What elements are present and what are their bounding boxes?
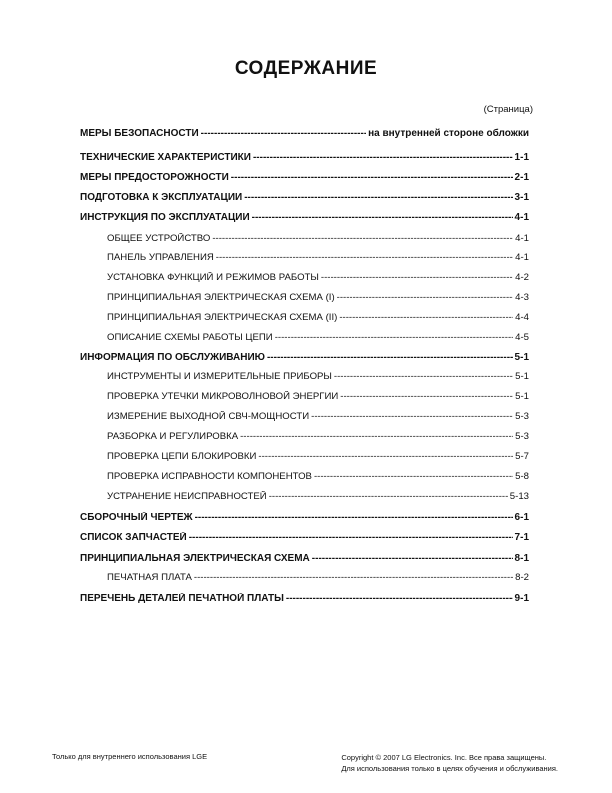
toc-leader (240, 431, 513, 442)
toc-label: МЕРЫ ПРЕДОСТОРОЖНОСТИ (80, 172, 229, 183)
toc-leader (275, 332, 513, 343)
toc-label: СБОРОЧНЫЙ ЧЕРТЕЖ (80, 512, 193, 523)
toc-page-number: 1-1 (514, 152, 529, 163)
toc-label: ПРИНЦИПИАЛЬНАЯ ЭЛЕКТРИЧЕСКАЯ СХЕМА (II) (107, 312, 338, 323)
toc-leader (314, 471, 513, 482)
toc-label: ПРИНЦИПИАЛЬНАЯ ЭЛЕКТРИЧЕСКАЯ СХЕМА (80, 553, 310, 564)
toc-subsection (80, 572, 529, 586)
toc-page-number: 9-1 (514, 593, 529, 604)
toc-page-number: 5-13 (509, 491, 529, 502)
toc-page-number: 5-1 (514, 352, 529, 363)
toc-subsection (80, 332, 529, 346)
toc-subsection (80, 252, 529, 266)
toc-label: МЕРЫ БЕЗОПАСНОСТИ (80, 128, 199, 139)
toc-subsection (80, 411, 529, 425)
toc-label: ИНФОРМАЦИЯ ПО ОБСЛУЖИВАНИЮ (80, 352, 265, 363)
toc-leader (337, 292, 513, 303)
toc-section (80, 553, 529, 567)
toc-page-number: 8-1 (514, 553, 529, 564)
toc-section (80, 512, 529, 526)
toc-leader (194, 572, 513, 583)
toc-page-number: 3-1 (514, 192, 529, 203)
toc-label: ПРОВЕРКА ЦЕПИ БЛОКИРОВКИ (107, 451, 257, 462)
toc-leader (212, 233, 513, 244)
toc-label: ПЕЧАТНАЯ ПЛАТА (107, 572, 192, 583)
toc-leader (340, 391, 513, 402)
toc-leader (195, 512, 513, 523)
toc-subsection (80, 471, 529, 485)
toc-label: ОПИСАНИЕ СХЕМЫ РАБОТЫ ЦЕПИ (107, 332, 273, 343)
toc-page-number: 4-4 (515, 312, 529, 323)
toc-subsection (80, 233, 529, 247)
toc-leader (258, 451, 513, 462)
toc-label: ПОДГОТОВКА К ЭКСПЛУАТАЦИИ (80, 192, 243, 203)
toc-page-number: 5-1 (515, 391, 529, 402)
toc-subsection (80, 312, 529, 326)
toc-leader (339, 312, 513, 323)
toc-leader (252, 212, 513, 223)
footer-copyright-line: Copyright © 2007 LG Electronics. Inc. Все права защищены. (341, 753, 547, 762)
footer-usage-line: Для использования только в целях обучения и обслуживания. (341, 764, 558, 773)
toc-leader (269, 491, 508, 502)
toc-section (80, 152, 529, 166)
toc-label: ПРОВЕРКА ИСПРАВНОСТИ КОМПОНЕНТОВ (107, 471, 312, 482)
toc-page-number: 5-3 (515, 411, 529, 422)
toc-leader (286, 593, 513, 604)
toc-label: ОБЩЕЕ УСТРОЙСТВО (107, 233, 211, 244)
toc-leader (334, 371, 513, 382)
toc-leader (201, 128, 366, 139)
toc-label: УСТАНОВКА ФУНКЦИЙ И РЕЖИМОВ РАБОТЫ (107, 272, 319, 283)
toc-label: ТЕХНИЧЕСКИЕ ХАРАКТЕРИСТИКИ (80, 152, 251, 163)
toc-leader (253, 152, 513, 163)
toc-leader (189, 532, 513, 543)
toc-section (80, 128, 529, 142)
toc-page-number: 4-5 (515, 332, 529, 343)
toc-page-number: 5-7 (515, 451, 529, 462)
toc-page-number: 4-3 (515, 292, 529, 303)
toc-leader (267, 352, 513, 363)
toc-label: ИЗМЕРЕНИЕ ВЫХОДНОЙ СВЧ-МОЩНОСТИ (107, 411, 310, 422)
toc-label: ИНСТРУМЕНТЫ И ИЗМЕРИТЕЛЬНЫЕ ПРИБОРЫ (107, 371, 332, 382)
toc-page-number: 4-2 (515, 272, 529, 283)
toc-leader (231, 172, 513, 183)
toc-section (80, 212, 529, 226)
toc-page-number: 2-1 (514, 172, 529, 183)
toc-page-number: 7-1 (514, 532, 529, 543)
toc-page-number: 8-2 (515, 572, 529, 583)
toc-leader (244, 192, 512, 203)
toc-section (80, 352, 529, 366)
toc-page-number: 5-1 (515, 371, 529, 382)
footer-internal-use: Только для внутреннего использования LGE (52, 752, 208, 761)
toc-leader (321, 272, 513, 283)
toc-label: ПАНЕЛЬ УПРАВЛЕНИЯ (107, 252, 214, 263)
toc-subsection (80, 431, 529, 445)
toc-page-number: на внутренней стороне обложки (368, 128, 529, 139)
toc-subsection (80, 371, 529, 385)
toc-section (80, 593, 529, 607)
toc-section (80, 532, 529, 546)
toc-subsection (80, 272, 529, 286)
toc-page-number: 4-1 (515, 233, 529, 244)
toc-leader (216, 252, 513, 263)
toc-leader (312, 553, 513, 564)
toc-subsection (80, 451, 529, 465)
toc-section (80, 172, 529, 186)
toc-page-number: 4-1 (515, 252, 529, 263)
toc-leader (311, 411, 513, 422)
page-title: СОДЕРЖАНИЕ (234, 58, 378, 79)
toc-label: УСТРАНЕНИЕ НЕИСПРАВНОСТЕЙ (107, 491, 267, 502)
toc-section (80, 192, 529, 206)
toc-label: РАЗБОРКА И РЕГУЛИРОВКА (107, 431, 239, 442)
toc-label: СПИСОК ЗАПЧАСТЕЙ (80, 532, 187, 543)
toc-subsection (80, 491, 529, 505)
toc-label: ПРОВЕРКА УТЕЧКИ МИКРОВОЛНОВОЙ ЭНЕРГИИ (107, 391, 339, 402)
toc-page-number: 6-1 (514, 512, 529, 523)
toc-page-number: 5-3 (515, 431, 529, 442)
footer-copyright (341, 752, 558, 774)
toc-subsection (80, 292, 529, 306)
page-column-note: (Страница) (483, 104, 533, 115)
toc-label: ПРИНЦИПИАЛЬНАЯ ЭЛЕКТРИЧЕСКАЯ СХЕМА (I) (107, 292, 335, 303)
toc-page-number: 5-8 (515, 471, 529, 482)
toc-label: ПЕРЕЧЕНЬ ДЕТАЛЕЙ ПЕЧАТНОЙ ПЛАТЫ (80, 593, 284, 604)
toc-subsection (80, 391, 529, 405)
toc-label: ИНСТРУКЦИЯ ПО ЭКСПЛУАТАЦИИ (80, 212, 250, 223)
toc-page-number: 4-1 (514, 212, 529, 223)
